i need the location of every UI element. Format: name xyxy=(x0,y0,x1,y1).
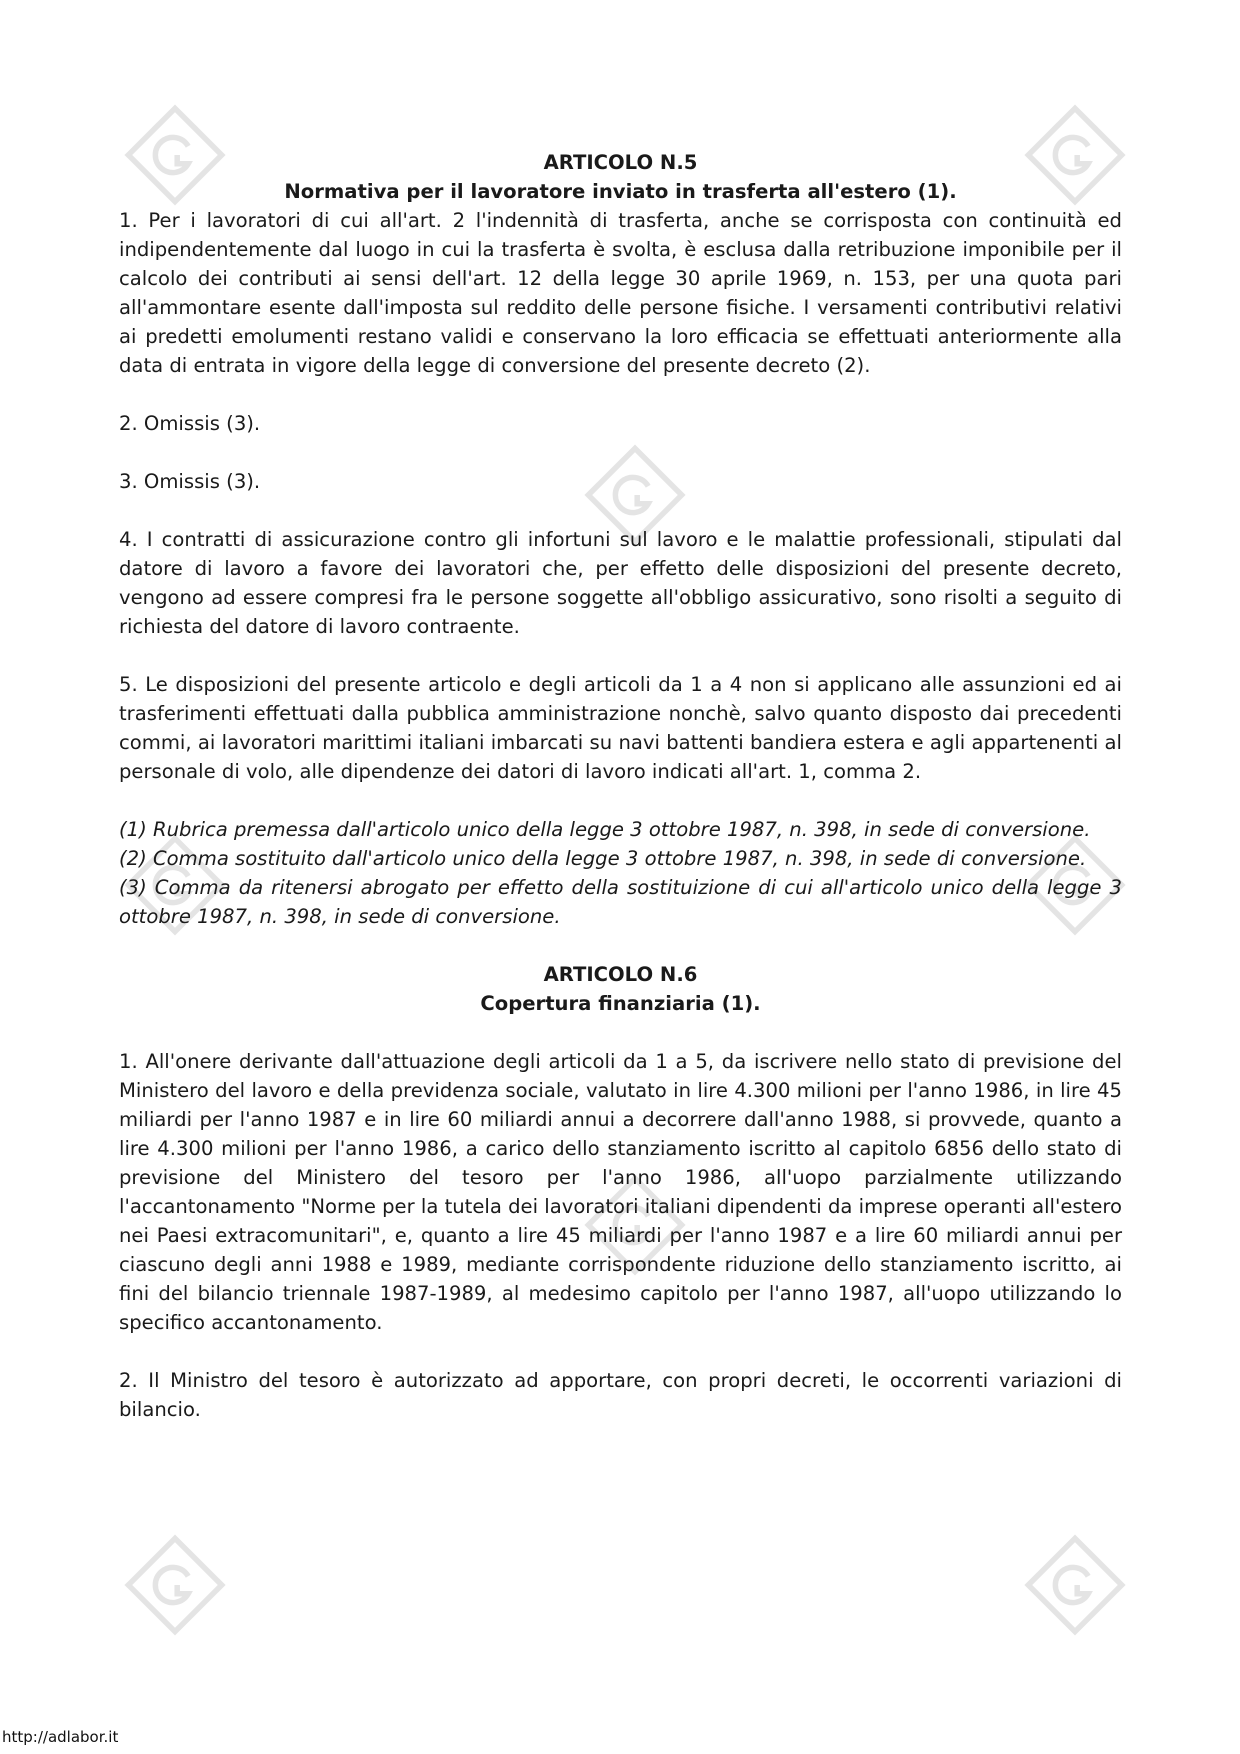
article-5-note-1: (1) Rubrica premessa dall'articolo unico della legge 3 ottobre 1987, n. 398, in sede di conversione. xyxy=(119,818,1091,841)
footer-url[interactable]: http://adlabor.it xyxy=(2,1728,119,1746)
article-5-paragraph-5: 5. Le disposizioni del presente articolo e degli articoli da 1 a 4 non si applicano alle assunzioni ed ai trasferimenti effettuati dalla pubblica amministrazione nonchè, salvo quanto disposto dai precedenti commi, ai lavoratori marittimi italiani imbarcati su navi battenti bandiera estera e agli appartenenti al personale di volo, alle dipendenze dei datori di lavoro indicati all'art. 1, comma 2. xyxy=(119,673,1122,783)
article-6-paragraph-1: 1. All'onere derivante dall'attuazione degli articoli da 1 a 5, da iscrivere nello stato di previsione del Ministero del lavoro e della previdenza sociale, valutato in lire 4.300 milioni per l'anno 1986, in lire 45 miliardi per l'anno 1987 e in lire 60 miliardi annui a decorrere dall'anno 1988, si provvede, quanto a lire 4.300 milioni per l'anno 1986, a carico dello stanziamento iscritto al capitolo 6856 dello stato di previsione del Ministero del tesoro per l'anno 1986, all'uopo parzialmente utilizzando l'accantonamento "Norme per la tutela dei lavoratori italiani dipendenti da imprese operanti all'estero nei Paesi extracomunitari", e, quanto a lire 45 miliardi per l'anno 1987 e a lire 60 miliardi annui per ciascuno degli anni 1988 e 1989, mediante corrispondente riduzione dello stanziamento iscritto, ai fini del bilancio triennale 1987-1989, al medesimo capitolo per l'anno 1987, all'uopo utilizzando lo specifico accantonamento. xyxy=(119,1050,1122,1334)
article-5-number: ARTICOLO N.5 xyxy=(543,151,698,174)
watermark-logo-icon xyxy=(120,1530,230,1640)
article-5-note-2: (2) Comma sostituito dall'articolo unico della legge 3 ottobre 1987, n. 398, in sede di conversione. xyxy=(119,847,1087,870)
article-5-paragraph-1: 1. Per i lavoratori di cui all'art. 2 l'indennità di trasferta, anche se corrisposta con continuità ed indipendentemente dal luogo in cui la trasferta è svolta, è esclusa dalla retribuzione imponibile per il calcolo dei contributi ai sensi dell'art. 12 della legge 30 aprile 1969, n. 153, per una quota pari all'ammontare esente dall'imposta sul reddito delle persone fisiche. I versamenti contributivi relativi ai predetti emolumenti restano validi e conservano la loro efficacia se effettuati anteriormente alla data di entrata in vigore della legge di conversione del presente decreto (2). xyxy=(119,209,1122,377)
article-6-number: ARTICOLO N.6 xyxy=(543,963,698,986)
article-6-paragraph-2: 2. Il Ministro del tesoro è autorizzato ad apportare, con propri decreti, le occorrenti variazioni di bilancio. xyxy=(119,1369,1122,1421)
article-5-note-3: (3) Comma da ritenersi abrogato per effetto della sostituizione di cui all'articolo unico della legge 3 ottobre 1987, n. 398, in sede di conversione. xyxy=(119,876,1122,928)
article-5-title: Normativa per il lavoratore inviato in trasferta all'estero (1). xyxy=(284,180,957,203)
article-5-paragraph-4: 4. I contratti di assicurazione contro gli infortuni sul lavoro e le malattie professionali, stipulati dal datore di lavoro a favore dei lavoratori che, per effetto delle disposizioni del presente decreto, vengono ad essere compresi fra le persone soggette all'obbligo assicurativo, sono risolti a seguito di richiesta del datore di lavoro contraente. xyxy=(119,528,1122,638)
article-6-title: Copertura finanziaria (1). xyxy=(480,992,761,1015)
article-5-paragraph-3: 3. Omissis (3). xyxy=(119,470,261,493)
article-5-notes xyxy=(119,815,1122,931)
article-5-paragraph-2: 2. Omissis (3). xyxy=(119,412,261,435)
document-page xyxy=(119,148,1122,1453)
watermark-logo-icon xyxy=(1020,1530,1130,1640)
